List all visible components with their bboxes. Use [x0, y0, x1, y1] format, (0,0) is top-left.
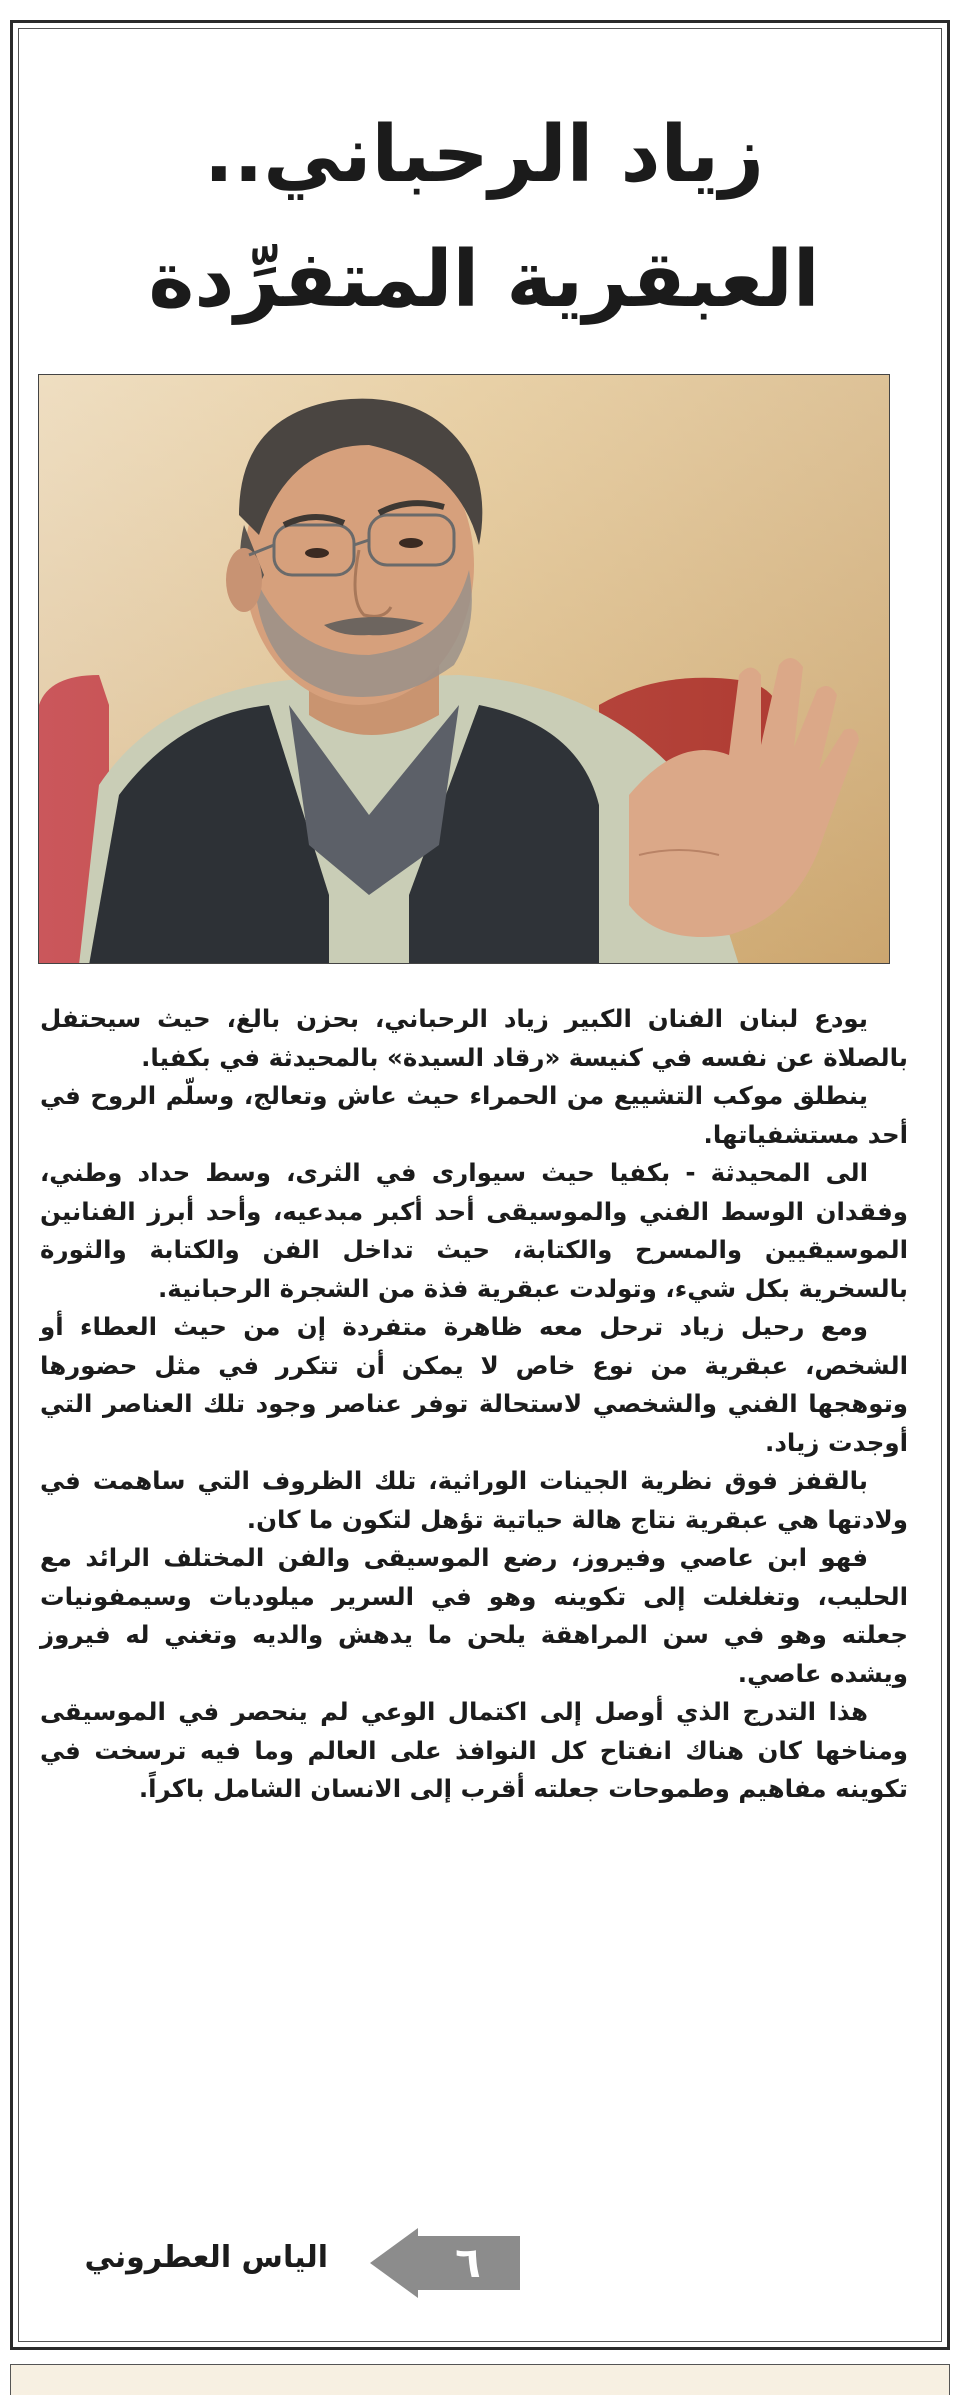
page-number-arrow [370, 2228, 520, 2298]
article-paragraph: بالقفز فوق نظرية الجينات الوراثية، تلك الظروف التي ساهمت في ولادتها هي عبقرية نتاج هالة حياتية تؤهل لتكون ما كان. [40, 1466, 908, 1534]
next-page-strip [10, 2364, 950, 2395]
portrait-photo [38, 374, 890, 964]
article-body [40, 1000, 908, 1809]
portrait-illustration [39, 375, 890, 964]
page-number: ٦ [455, 2238, 481, 2287]
headline-line-1: زياد الرحباني.. [203, 110, 764, 200]
article-paragraph: يودع لبنان الفنان الكبير زياد الرحباني، بحزن بالغ، حيث سيحتفل بالصلاة عن نفسه في كنيسة «رقاد السيدة» بالمحيدثة في بكفيا. [40, 1004, 908, 1072]
article-paragraph: ينطلق موكب التشييع من الحمراء حيث عاش وتعالج، وسلّم الروح في أحد مستشفياتها. [40, 1081, 908, 1149]
article-paragraph: هذا التدرج الذي أوصل إلى اكتمال الوعي لم ينحصر في الموسيقى ومناخها كان هناك انفتاح كل النوافذ على العالم وما فيه ترسخت في تكوينه مفاهيم وطموحات جعلته أقرب إلى الانسان الشامل باكراً. [40, 1697, 908, 1803]
author-name: الياس العطروني [84, 2240, 328, 2275]
article-paragraph: ومع رحيل زياد ترحل معه ظاهرة متفردة إن من حيث العطاء أو الشخص، عبقرية من نوع خاص لا يمكن أن تتكرر في مثل حضورها وتوهجها الفني والشخصي لاستحالة توفر عناصر وجود تلك العناصر التي أوجدت زياد. [40, 1312, 908, 1457]
headline-line-2: العبقرية المتفرِّدة [148, 235, 820, 325]
article-paragraph: الى المحيدثة - بكفيا حيث سيوارى في الثرى، وسط حداد وطني، وفقدان الوسط الفني والموسيقى أحد أكبر مبدعيه، وأحد أبرز الفنانين الموسيقيين والمسرح والكتابة، حيث تداخل الفن والكتابة والثورة بالسخرية بكل شيء، وتولدت عبقرية فذة من الشجرة الرحبانية. [40, 1158, 908, 1303]
article-paragraph: فهو ابن عاصي وفيروز، رضع الموسيقى والفن المختلف الرائد مع الحليب، وتغلغلت إلى تكوينه وهو في السرير ميلوديات وسيمفونيات جعلته وهو في سن المراهقة يلحن ما يدهش والديه وتغني له فيروز ويشده عاصي. [40, 1543, 908, 1688]
